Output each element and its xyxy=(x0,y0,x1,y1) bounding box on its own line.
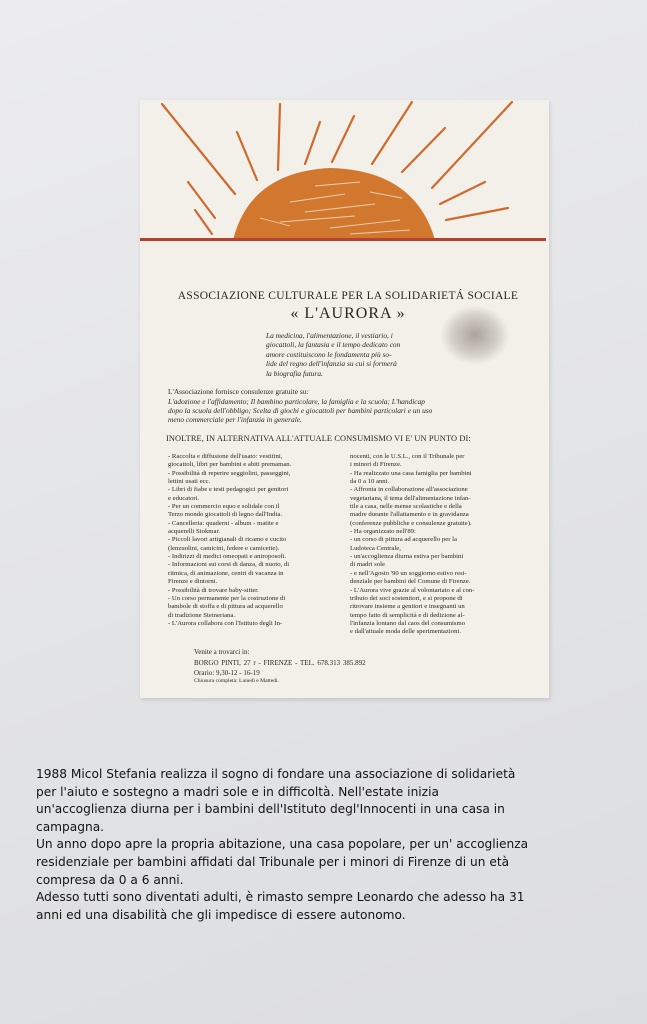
left-column-line: e educatori. xyxy=(168,494,200,502)
left-column-line: bambole di stoffa e di pittura ad acquerello xyxy=(168,603,283,611)
right-column-line: e dall'attuale moda delle sperimentazioni. xyxy=(350,628,461,636)
left-column-line: - Possibilità di trovare baby-sitter. xyxy=(168,586,259,594)
caption-line: 1988 Micol Stefania realizza il sogno di fondare una associazione di solidarietà xyxy=(36,767,516,781)
right-column-line: tributo dei soci sostenitori, e si propone di xyxy=(350,594,463,602)
caption-line: un'accoglienza diurna per i bambini dell'Istituto degl'Innocenti in una casa in xyxy=(36,802,505,817)
caption-line: campagna. xyxy=(36,819,105,834)
left-column-line: Firenze e dintorni. xyxy=(168,578,218,586)
caption-line: compresa da 0 a 6 anni. xyxy=(36,872,184,887)
services-intro: L'Associazione fornisce consulenze gratuite su: xyxy=(168,387,309,396)
right-column-line: - Ha organizzato nell'89: xyxy=(350,528,416,536)
right-column-line: di madri sole xyxy=(350,561,385,569)
right-column-line: Ludoteca Centrale, xyxy=(350,544,401,552)
motto-line: amore costituiscono le fondamenta più so- xyxy=(266,349,392,359)
right-column-line: nocenti, con le U.S.L., con il Tribunale per xyxy=(350,453,465,460)
left-column-line: - L'Aurora collabora con l'Istituto degli In- xyxy=(168,619,283,627)
right-column-line: denziale per bambini del Comune di Firenze. xyxy=(350,578,471,586)
services-line: dopo la scuola dell'obbligo; Scelta di giochi e giocattoli per bambini particolari e un uso xyxy=(168,406,433,416)
right-column-line: ritrovare insieme a genitori e insegnanti un xyxy=(350,603,465,611)
right-column-line: i minori di Firenze. xyxy=(350,461,402,469)
services-line: L'adozione e l'affidamento; Il bambino particolare, la famiglia e la scuola; L'handicap xyxy=(168,397,425,406)
right-column-line: tile a casa, nelle mense scolastiche e della xyxy=(350,503,462,511)
caption-line: per l'aiuto e sostegno a madri sole e in difficoltà. Nell'estate inizia xyxy=(36,784,439,799)
footer-closing-days: Chiusura completa: Lunedì e Mattedì. xyxy=(194,678,279,684)
flyer xyxy=(140,100,549,698)
right-column-line: - Affronta in collaborazione all'associazione xyxy=(350,486,468,494)
left-column-line: - Piccoli lavori artigianali di ricamo e cucito xyxy=(168,536,287,544)
left-column-line: - Possibilità di reperire seggiolini, passeggini, xyxy=(168,469,291,477)
right-column-line: - L'Aurora vive grazie al volontariato e al con- xyxy=(350,586,475,594)
left-column-line: - Informazioni sui corsi di danza, di nuoto, di xyxy=(168,561,290,569)
left-column-line: (lenzuolini, camicini, federe e camicette). xyxy=(168,544,280,552)
right-column-line: (conferenze pubbliche e consulenze gratuite). xyxy=(350,519,472,527)
right-column-line: vegetariana, il tema dell'alimentazione infan- xyxy=(350,494,471,502)
right-column-line: - Ha realizzato una casa famiglia per bambini xyxy=(350,469,472,477)
right-column-line: - un'accoglienza diurna estiva per bambini xyxy=(350,553,464,561)
footer-hours: Orario: 9,30-12 - 16-19 xyxy=(194,669,260,677)
right-column-line: madre durante l'allattamento e in gravidanza xyxy=(350,511,469,519)
organization-title: ASSOCIAZIONE CULTURALE PER LA SOLIDARIETÁ SOCIALE xyxy=(177,290,519,302)
caption-line: Un anno dopo apre la propria abitazione, una casa popolare, per un' accoglienza xyxy=(36,837,529,852)
caption-line: Adesso tutti sono diventati adulti, è rimasto sempre Leonardo che adesso ha 31 xyxy=(36,890,525,905)
services-list xyxy=(168,397,528,425)
motto-line: la biografia futura. xyxy=(266,368,323,378)
left-column-line: - Un corso permanente per la costruzione di xyxy=(168,594,286,602)
left-column-line: - Libri di fiabe e testi pedagogici per genitori xyxy=(168,486,289,494)
caption xyxy=(36,766,626,924)
left-column-line: - Cancelleria: quaderni - album - matite e xyxy=(168,519,279,527)
motto xyxy=(266,331,474,378)
left-column-line: - Indirizzi di medici omeopati e antroposofi. xyxy=(168,553,287,561)
footer-address: BORGO PINTI, 27 r - FIRENZE - TEL. 678.313 385.892 xyxy=(194,659,366,667)
left-column-line: - Per un commercio equo e solidale con il xyxy=(168,503,280,511)
right-column-line: - un corso di pittura ad acquerello per la xyxy=(350,536,457,544)
right-column-line: da 0 a 10 anni. xyxy=(350,478,390,486)
right-column-line: - e nell'Agosto '90 un soggiorno estivo resi- xyxy=(350,569,467,577)
motto-line: lide del regno dell'infanzia su cui si formerà xyxy=(266,359,397,369)
footer-heading: Venite a trovarci in: xyxy=(194,648,250,656)
left-column-line: di tradizione Steineriana. xyxy=(168,611,236,619)
sun-logo-icon xyxy=(140,100,549,250)
left-column-line: acquerelli Stokmar. xyxy=(168,528,220,536)
left-column-line: lettini usati ecc. xyxy=(168,478,211,486)
left-column xyxy=(168,453,338,628)
caption-line: residenziale per bambini affidati dal Tribunale per i minori di Firenze di un età xyxy=(36,854,510,869)
left-column-line: giocattoli, libri per bambini e abiti premaman. xyxy=(168,461,292,469)
alternative-heading: INOLTRE, IN ALTERNATIVA ALL'ATTUALE CONSUMISMO VI E' UN PUNTO DI: xyxy=(166,434,471,443)
right-column-line: tempo fatto di semplicità e di dedizione al- xyxy=(350,611,465,619)
organization-name: « L'AURORA » xyxy=(290,305,406,322)
motto-line: La medicina, l'alimentazione, il vestiario, i xyxy=(266,331,393,340)
right-column-line: l'infanzia lontano dal caos del consumismo xyxy=(350,619,466,627)
left-column-line: Terzo mondo giocattoli di legno dall'India. xyxy=(168,511,283,519)
left-column-line: ritmica, di animazione, centri di vacanza in xyxy=(168,569,284,577)
caption-line: anni ed una disabilità che gli impedisce di essere autonomo. xyxy=(36,907,406,922)
services-line: meno commerciale per l'infanzia in generale. xyxy=(168,415,302,425)
motto-line: giocattoli, la fantasia e il tempo dedicato con xyxy=(266,340,401,350)
right-column xyxy=(350,453,530,637)
left-column-line: - Raccolta e diffusione dell'usato: vestitini, xyxy=(168,453,283,460)
